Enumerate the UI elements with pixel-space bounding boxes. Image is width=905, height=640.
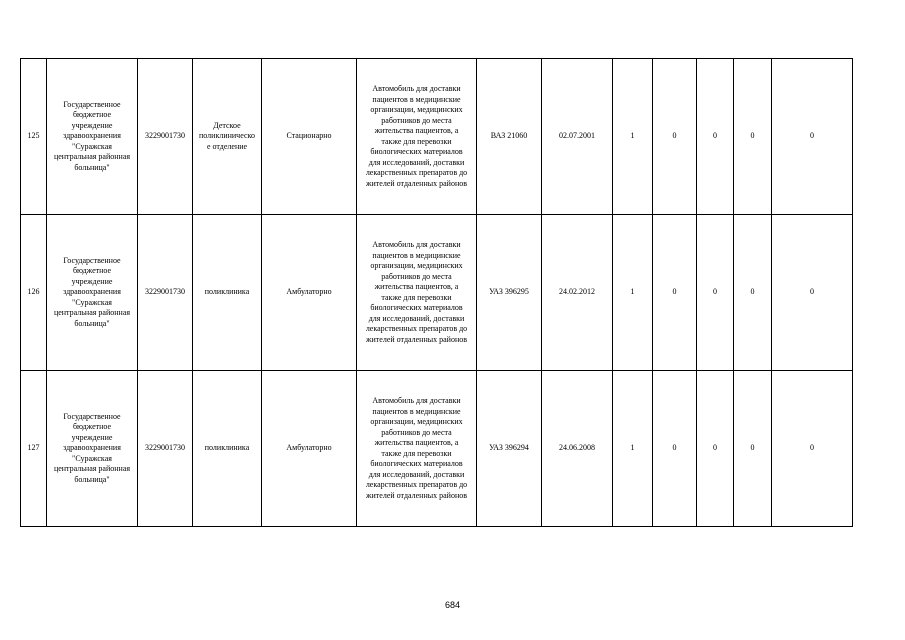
cell-unit: поликлиника	[193, 215, 262, 371]
cell-number: 126	[21, 215, 47, 371]
cell-purpose: Автомобиль для доставки пациентов в медицинские организации, медицинских работников до места жительства пациентов, а также для перевозки биологических материалов для исследований, доставки лекарственных препаратов до жителей отдаленных районов	[357, 215, 477, 371]
cell-value-1: 1	[613, 215, 653, 371]
cell-model: ВАЗ 21060	[477, 59, 542, 215]
table-row	[21, 215, 853, 371]
cell-value-4: 0	[734, 59, 772, 215]
cell-care-type: Стационарно	[262, 59, 357, 215]
cell-inn: 3229001730	[138, 215, 193, 371]
cell-care-type: Амбулаторно	[262, 215, 357, 371]
cell-value-4: 0	[734, 215, 772, 371]
table-row	[21, 59, 853, 215]
page-number: 684	[444, 600, 461, 610]
cell-number: 127	[21, 371, 47, 527]
vehicles-table	[20, 58, 853, 527]
cell-purpose: Автомобиль для доставки пациентов в медицинские организации, медицинских работников до места жительства пациентов, а также для перевозки биологических материалов для исследований, доставки лекарственных препаратов до жителей отдаленных районов	[357, 59, 477, 215]
cell-value-5: 0	[772, 59, 853, 215]
cell-date: 24.06.2008	[542, 371, 613, 527]
cell-value-3: 0	[697, 215, 734, 371]
cell-value-5: 0	[772, 215, 853, 371]
cell-care-type: Амбулаторно	[262, 371, 357, 527]
cell-value-3: 0	[697, 59, 734, 215]
cell-value-2: 0	[653, 215, 697, 371]
cell-value-4: 0	[734, 371, 772, 527]
cell-value-1: 1	[613, 59, 653, 215]
cell-value-3: 0	[697, 371, 734, 527]
cell-model: УАЗ 396295	[477, 215, 542, 371]
cell-unit: Детское поликлиническо е отделение	[193, 59, 262, 215]
table-row	[21, 371, 853, 527]
cell-value-2: 0	[653, 371, 697, 527]
cell-date: 02.07.2001	[542, 59, 613, 215]
cell-value-2: 0	[653, 59, 697, 215]
cell-organization: Государственное бюджетное учреждение здравоохранения "Суражская центральная районная больница"	[47, 371, 138, 527]
cell-inn: 3229001730	[138, 59, 193, 215]
cell-value-1: 1	[613, 371, 653, 527]
cell-organization: Государственное бюджетное учреждение здравоохранения "Суражская центральная районная больница"	[47, 215, 138, 371]
cell-model: УАЗ 396294	[477, 371, 542, 527]
cell-organization: Государственное бюджетное учреждение здравоохранения "Суражская центральная районная больница"	[47, 59, 138, 215]
cell-value-5: 0	[772, 371, 853, 527]
cell-date: 24.02.2012	[542, 215, 613, 371]
cell-unit: поликлиника	[193, 371, 262, 527]
cell-number: 125	[21, 59, 47, 215]
cell-purpose: Автомобиль для доставки пациентов в медицинские организации, медицинских работников до места жительства пациентов, а также для перевозки биологических материалов для исследований, доставки лекарственных препаратов до жителей отдаленных районов	[357, 371, 477, 527]
cell-inn: 3229001730	[138, 371, 193, 527]
